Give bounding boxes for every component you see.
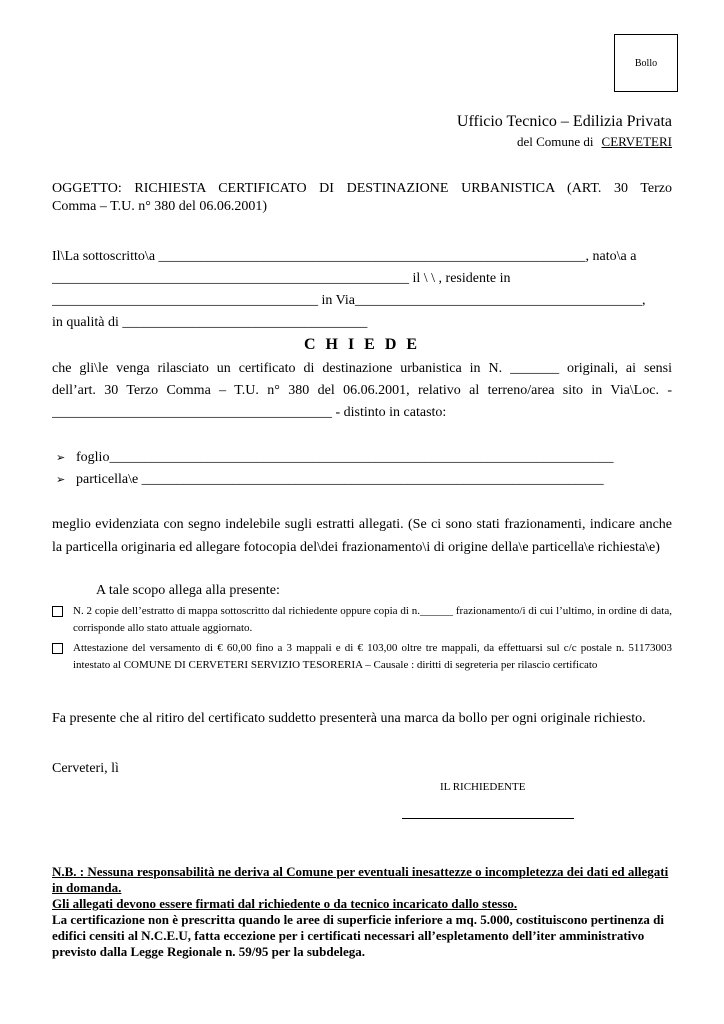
richiedente-label: IL RICHIEDENTE <box>440 781 526 793</box>
allega-intro: A tale scopo allega alla presente: <box>96 583 280 598</box>
allegato-item-2 <box>52 640 672 674</box>
nb-line2: Gli allegati devono essere firmati dal richiedente o da tecnico incaricato dallo stesso. <box>52 896 518 911</box>
allegato-item-1 <box>52 603 672 637</box>
nb-line1: N.B. : Nessuna responsabilità ne deriva al Comune per eventuali inesattezze o incompletezza dei dati ed allegati in domanda. <box>52 864 669 895</box>
comune-name: CERVETERI <box>601 134 672 149</box>
oggetto-line2: Comma – T.U. n° 380 del 06.06.2001) <box>52 199 268 214</box>
signature-line <box>402 818 574 819</box>
applicant-line1: Il\La sottoscritto\a _____________________________________________________________, nato\a a <box>52 249 637 264</box>
nb-note <box>52 864 672 960</box>
foglio-text: foglio________________________________________________________________________ <box>76 450 614 465</box>
bollo-paragraph: Fa presente che al ritiro del certificato suddetto presenterà una marca da bollo per ogni originale richiesto. <box>52 711 646 726</box>
comune-line <box>517 134 672 150</box>
checkbox-icon <box>52 606 63 617</box>
applicant-line3: ______________________________________ in Via_________________________________________, <box>52 293 646 308</box>
catasto-foglio <box>56 450 656 466</box>
evidenziata-paragraph: meglio evidenziata con segno indelebile sugli estratti allegati. (Se ci sono stati frazionamenti, indicare anche la particella originaria ed allegare fotocopia del\dei frazionamento\i di origine della\e particella\e richiesta\e) <box>52 517 672 555</box>
catasto-particella <box>56 472 656 488</box>
checkbox-icon <box>52 643 63 654</box>
office-title: Ufficio Tecnico – Edilizia Privata <box>456 113 672 130</box>
bollo-label: Bollo <box>634 57 658 69</box>
nb-line3: La certificazione non è prescritta quando le aree di superficie inferiore a mq. 5.000, costituiscono pertinenza di edifici censiti al N.C.E.U, fatta eccezione per i certificati necessari all’espletamento dell’iter amministrativo previsto dalla Legge Regionale n. 59/95 per la subdelega. <box>52 912 665 959</box>
request-line2: dell’art. 30 Terzo Comma – T.U. n° 380 del 06.06.2001, relativo al terreno/area sito in Via\Loc. - <box>52 383 672 398</box>
comune-prefix: del Comune di <box>517 134 594 149</box>
allegato-text-1: N. 2 copie dell’estratto di mappa sottoscritto dal richiedente oppure copia di n.______ frazionamento/i di cui l’ultimo, in ordine di data, corrisponde allo stato attuale aggiornato. <box>73 605 672 634</box>
applicant-line4: in qualità di ___________________________________ <box>52 315 368 330</box>
bollo-box <box>614 34 678 92</box>
arrow-icon: ➢ <box>56 451 66 464</box>
particella-text: particella\e __________________________________________________________________ <box>76 472 604 487</box>
chiede-heading: C H I E D E <box>303 336 421 353</box>
oggetto-line1: OGGETTO: RICHIESTA CERTIFICATO DI DESTINAZIONE URBANISTICA (ART. 30 Terzo <box>52 181 672 196</box>
luogo-data: Cerveteri, lì <box>52 761 119 776</box>
request-line1: che gli\le venga rilasciato un certificato di destinazione urbanistica in N. _______ originali, ai sensi <box>52 361 672 376</box>
applicant-line2: ___________________________________________________ il \ \ , residente in <box>52 271 511 286</box>
request-line3: ________________________________________ - distinto in catasto: <box>52 405 447 420</box>
arrow-icon: ➢ <box>56 473 66 486</box>
allegato-text-2: Attestazione del versamento di € 60,00 fino a 3 mappali e di € 103,00 oltre tre mappali, da effettuarsi sul c/c postale n. 51173003 intestato al COMUNE DI CERVETERI SERVIZIO TESORERIA – Causale : diritti di segreteria per rilascio certificato <box>73 642 672 671</box>
